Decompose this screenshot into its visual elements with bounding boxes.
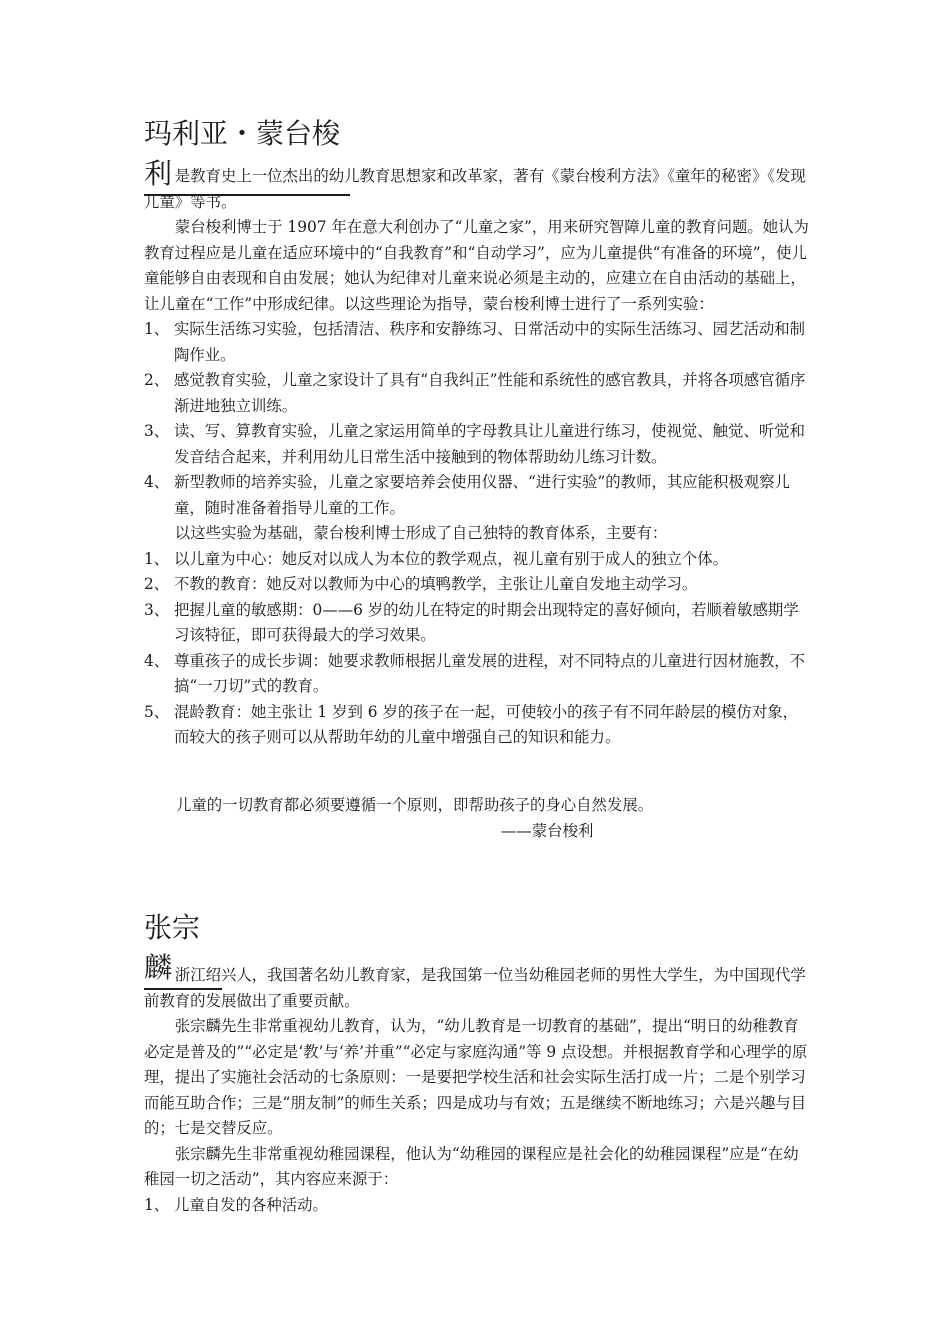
list-number: 5、	[144, 702, 170, 721]
list-text: 新型教师的培养实验，儿童之家要培养会使用仪器、“进行实验”的教师，其应能积极观察儿童，随时准备着指导儿童的工作。	[174, 473, 790, 517]
list-number: 1、	[144, 549, 170, 568]
list-text: 不教的教育：她反对以教师为中心的填鸭教学，主张让儿童自发地主动学习。	[174, 575, 698, 593]
list-item	[144, 572, 812, 598]
list-text: 儿童自发的各种活动。	[174, 1195, 328, 1214]
intro-paragraph: 是教育史上一位杰出的幼儿教育思想家和改革家，著有《蒙台梭利方法》《童年的秘密》《发现儿童》等书。	[144, 167, 806, 211]
list-item	[144, 547, 812, 573]
section-title-montessori: 玛利亚・蒙台梭利	[144, 114, 350, 196]
list-item	[144, 368, 812, 419]
system-intro: 以这些实验为基础，蒙台梭利博士形成了自己独特的教育体系，主要有：	[174, 524, 668, 542]
list-item	[144, 419, 812, 470]
source-list	[144, 1193, 812, 1219]
curriculum-paragraph: 张宗麟先生非常重视幼稚园课程，他认为“幼稚园的课程应是社会化的幼稚园课程”应是“在幼稚园一切之活动”，其内容应来源于：	[144, 1144, 799, 1188]
list-text: 尊重孩子的成长步调：她要求教师根据儿童发展的进程，对不同特点的儿童进行因材施教，不搞“一刀切”式的教育。	[174, 651, 806, 695]
list-item	[144, 598, 812, 649]
list-number: 2、	[144, 371, 170, 389]
section-body-montessori	[144, 164, 812, 751]
list-text: 感觉教育实验，儿童之家设计了具有“自我纠正”性能和系统性的感官教具，并将各项感官循序渐进地独立训练。	[174, 371, 806, 415]
list-item	[144, 317, 812, 368]
section-body-zhang	[144, 963, 812, 1218]
list-item	[144, 649, 812, 700]
list-item	[144, 1193, 812, 1219]
principle-list	[144, 547, 812, 751]
history-paragraph: 蒙台梭利博士于 1907 年在意大利创办了“儿童之家”，用来研究智障儿童的教育问题。她认为教育过程应是儿童在适应环境中的“自我教育”和“自动学习”，应为儿童提供“有准备的环境”，使儿童能够自由表现和自由发展；她认为纪律对儿童来说必须是主动的，应建立在自由活动的基础上，让儿童在“工作”中形成纪律。以这些理论为指导，蒙台梭利博士进行了一系列实验：	[144, 218, 809, 313]
intro-paragraph: 浙江绍兴人，我国著名幼儿教育家，是我国第一位当幼稚园老师的男性大学生，为中国现代学前教育的发展做出了重要贡献。	[144, 966, 806, 1010]
quote-block	[176, 793, 796, 844]
list-item	[144, 700, 812, 751]
list-number: 4、	[144, 651, 170, 670]
quote-attribution: ——蒙台梭利	[501, 821, 594, 840]
section-title-zhang: 张宗麟	[144, 908, 222, 990]
list-number: 3、	[144, 600, 170, 619]
list-number: 4、	[144, 473, 170, 491]
views-paragraph: 张宗麟先生非常重视幼儿教育，认为，“幼儿教育是一切教育的基础”，提出“明日的幼稚教育必定是普及的”“必定是‘教’与‘养’并重”“必定与家庭沟通”等 9 点设想。并根据教育学和心理学的原理，提出了实施社会活动的七条原则：一是要把学校生活和社会实际生活打成一片；二是个别学习而能互助合作；三是“朋友制”的师生关系；四是成功与有效；五是继续不断地练习；六是兴趣与目的；七是交替反应。	[144, 1017, 808, 1137]
list-text: 把握儿童的敏感期：0——6 岁的幼儿在特定的时期会出现特定的喜好倾向，若顺着敏感期学习该特征，即可获得最大的学习效果。	[174, 600, 799, 644]
list-text: 以儿童为中心：她反对以成人为本位的教学观点，视儿童有别于成人的独立个体。	[174, 549, 729, 568]
list-text: 实际生活练习实验，包括清洁、秩序和安静练习、日常活动中的实际生活练习、园艺活动和制陶作业。	[174, 320, 806, 364]
list-number: 3、	[144, 422, 170, 440]
quote-text: 儿童的一切教育都必须要遵循一个原则，即帮助孩子的身心自然发展。	[176, 796, 654, 814]
list-text: 读、写、算教育实验，儿童之家运用简单的字母教具让儿童进行练习，使视觉、触觉、听觉和发音结合起来，并利用幼儿日常生活中接触到的物体帮助幼儿练习计数。	[174, 422, 806, 466]
experiment-list	[144, 317, 812, 521]
list-number: 1、	[144, 1195, 170, 1214]
list-text: 混龄教育：她主张让 1 岁到 6 岁的孩子在一起，可使较小的孩子有不同年龄层的模仿对象，而较大的孩子则可以从帮助年幼的儿童中增强自己的知识和能力。	[174, 702, 798, 746]
list-number: 1、	[144, 320, 170, 338]
list-number: 2、	[144, 575, 170, 593]
list-item	[144, 470, 812, 521]
